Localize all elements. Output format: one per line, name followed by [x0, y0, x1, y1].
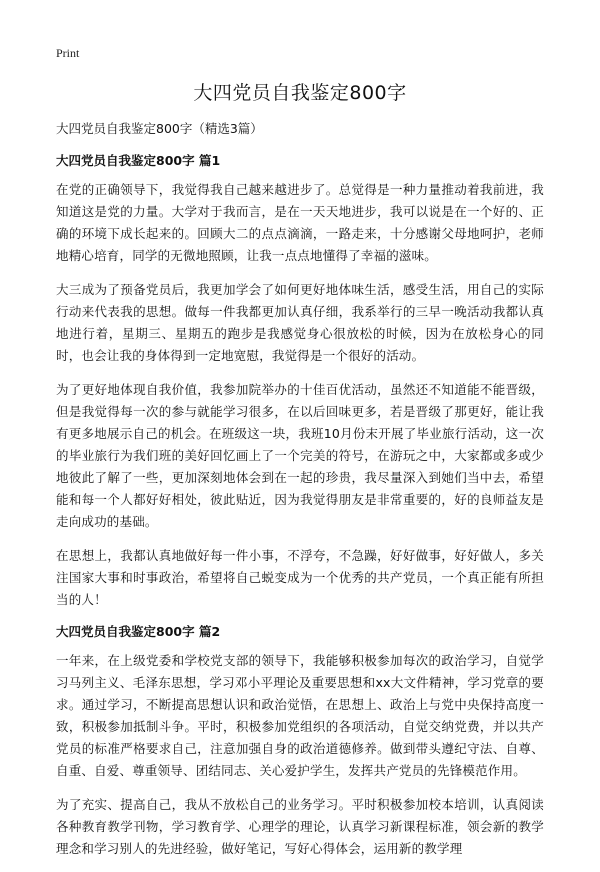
- print-label: Print: [56, 46, 80, 60]
- section-heading: 大四党员自我鉴定800字 篇1: [56, 153, 221, 168]
- paragraph: 在思想上，我都认真地做好每一件小事，不浮夸，不急躁，好好做事，好好做人，多关注国家大事和时事政治，希望将自己蜕变成为一个优秀的共产党员，一个真正能有所担当的人！: [56, 548, 544, 607]
- page-title: 大四党员自我鉴定800字: [193, 82, 407, 104]
- paragraph: 为了更好地体现自我价值，我参加院举办的十佳百优活动，虽然还不知道能不能晋级，但是我觉得每一次的参与就能学习很多，在以后回味更多，若是晋级了那更好，能让我有更多地展示自己的机会。在班级这一块，我班10月份末开展了毕业旅行活动，这一次的毕业旅行为我们班的美好回忆画上了一个完美的符号，在游玩之中，大家都或多或少地彼此了解了一些，更加深刻地体会到在一起的珍贵，我尽量深入到她们当中去，希望能和每一个人都好好相处，彼此贴近，因为我觉得朋友是非常重要的，好的良师益友是走向成功的基础。: [56, 382, 544, 529]
- section-heading: 大四党员自我鉴定800字 篇2: [56, 624, 221, 639]
- document-subtitle: 大四党员自我鉴定800字（精选3篇）: [56, 121, 263, 136]
- document-body: [56, 120, 544, 872]
- paragraph: 为了充实、提高自己，我从不放松自己的业务学习。平时积极参加校本培训，认真阅读各种教育教学刊物，学习教育学、心理学的理论，认真学习新课程标准，领会新的教学理念和学习别人的先进经验，做好笔记，写好心得体会，运用新的教学理: [56, 797, 544, 856]
- section-2: [56, 623, 544, 860]
- paragraph: 一年来，在上级党委和学校党支部的领导下，我能够积极参加每次的政治学习，自觉学习马列主义、毛泽东思想，学习邓小平理论及重要思想和xx大文件精神，学习党章的要求。通过学习，不断提高思想认识和政治觉悟，在思想上、政治上与党中央保持高度一致，积极参加抵制斗争。平时，积极参加党组织的各项活动，自觉交纳党费，并以共产党员的标准严格要求自己，注意加强自身的政治道德修养。做到带头遵纪守法、自尊、自重、自爱、尊重领导、团结同志、关心爱护学生，发挥共产党员的先锋模范作用。: [56, 653, 544, 778]
- paragraph: 大三成为了预备党员后，我更加学会了如何更好地体味生活，感受生活，用自己的实际行动来代表我的思想。做每一件我都更加认真仔细，我系举行的三早一晚活动我都认真地进行着，星期三、星期五的跑步是我感觉身心很放松的时候，因为在放松身心的同时，也会让我的身体得到一定地宽慰，我觉得是一个很好的活动。: [56, 282, 544, 363]
- section-1: [56, 152, 544, 611]
- paragraph: 在党的正确领导下，我觉得我自己越来越进步了。总觉得是一种力量推动着我前进，我知道这是党的力量。大学对于我而言，是在一天天地进步，我可以说是在一个好的、正确的环境下成长起来的。回顾大二的点点滴滴，一路走来，十分感谢父母地呵护，老师地精心培育，同学的无微地照顾，让我一点点地懂得了幸福的滋味。: [56, 182, 544, 263]
